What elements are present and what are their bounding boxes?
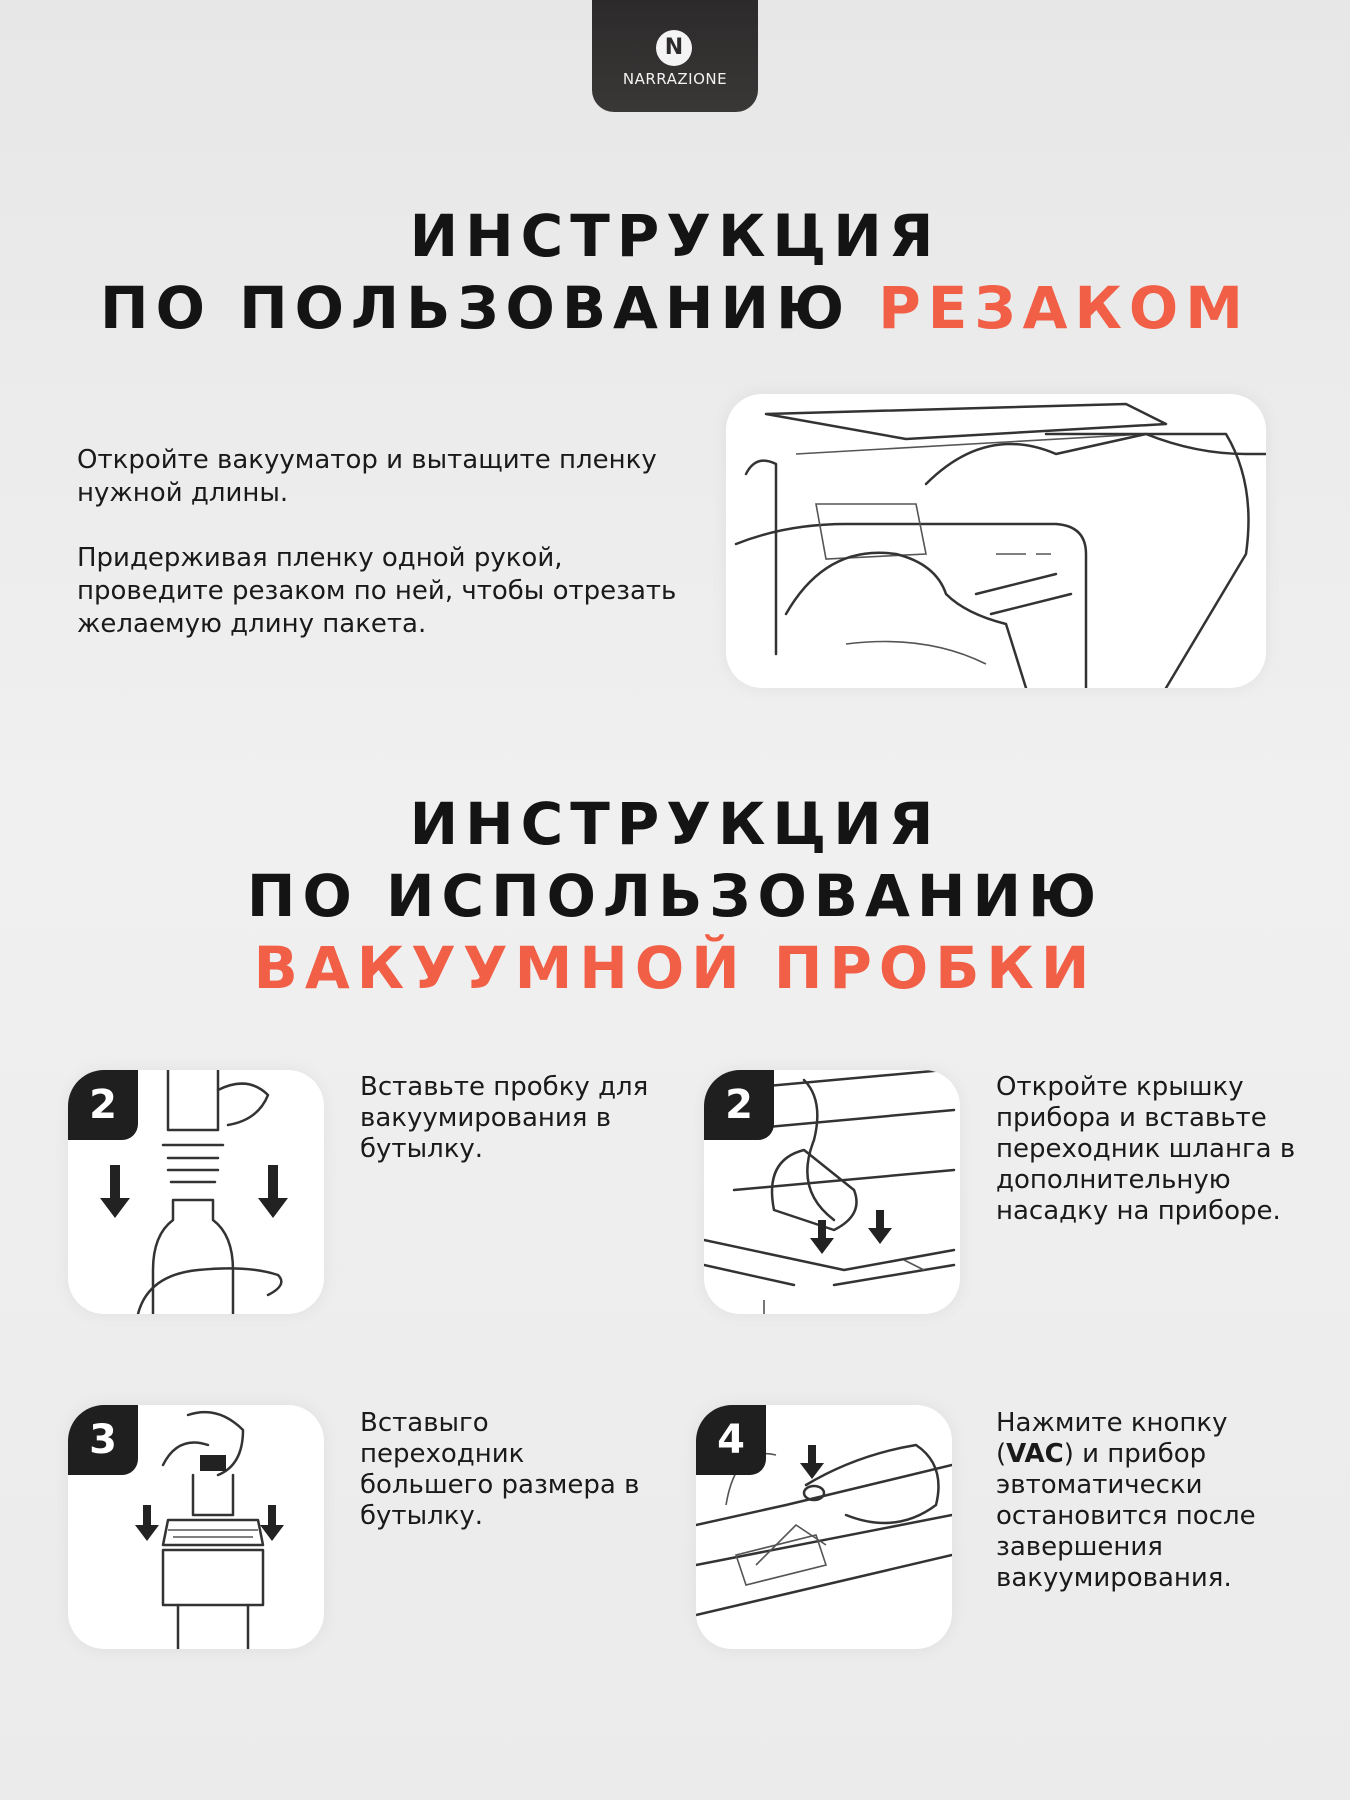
step-2-text: Откройте крышку прибора и вставьте переходник шланга в дополнительную насадку на приборе.	[996, 1072, 1296, 1226]
section2-title	[0, 788, 1350, 1004]
step-1-illustration	[68, 1070, 324, 1314]
section1-instructions	[77, 444, 677, 673]
step-2-badge: 2	[704, 1070, 774, 1140]
step-4-badge: 4	[696, 1405, 766, 1475]
step-4-text	[996, 1408, 1296, 1594]
section2-title-line1: ИНСТРУКЦИЯ	[409, 790, 941, 858]
step-4-text-before: Нажмите кнопку (	[996, 1408, 1228, 1469]
section1-title-accent: РЕЗАКОМ	[878, 274, 1250, 342]
section1-paragraph1: Откройте вакууматор и вытащите пленку нужной длины.	[77, 445, 657, 508]
brand-mark-letter: N	[664, 35, 684, 60]
section1-title-line1: ИНСТРУКЦИЯ	[409, 202, 941, 270]
step-2-illustration	[704, 1070, 960, 1314]
section1-title	[0, 200, 1350, 344]
step-3-illustration	[68, 1405, 324, 1649]
step-4-vac-label: VAC	[1006, 1439, 1064, 1469]
section1-paragraph2: Придерживая пленку одной рукой, проведите резаком по ней, чтобы отрезать желаемую длину пакета.	[77, 543, 677, 639]
step-4-illustration	[696, 1405, 952, 1649]
section1-title-line2-plain: ПО ПОЛЬЗОВАНИЮ	[100, 274, 852, 342]
section2-title-line2: ПО ИСПОЛЬЗОВАНИЮ	[246, 862, 1104, 930]
cutter-illustration	[726, 394, 1266, 688]
step-1-badge: 2	[68, 1070, 138, 1140]
step-4-text-after: ) и прибор эвтоматически остановится после завершения вакуумирования.	[996, 1439, 1256, 1593]
brand-mark-icon	[656, 30, 692, 66]
step-1-text: Вставьте пробку для вакуумирования в бутылку.	[360, 1072, 649, 1164]
brand-name: NARRAZIONE	[622, 70, 728, 88]
step-3-badge: 3	[68, 1405, 138, 1475]
step-3-text: Вставыго переходник большего размера в бутылку.	[360, 1408, 640, 1531]
cutter-drawing	[726, 394, 1266, 688]
brand-logo-tab	[592, 0, 758, 112]
section1-title-line2	[0, 272, 1350, 344]
section2-title-accent: ВАКУУМНОЙ ПРОБКИ	[253, 934, 1097, 1002]
